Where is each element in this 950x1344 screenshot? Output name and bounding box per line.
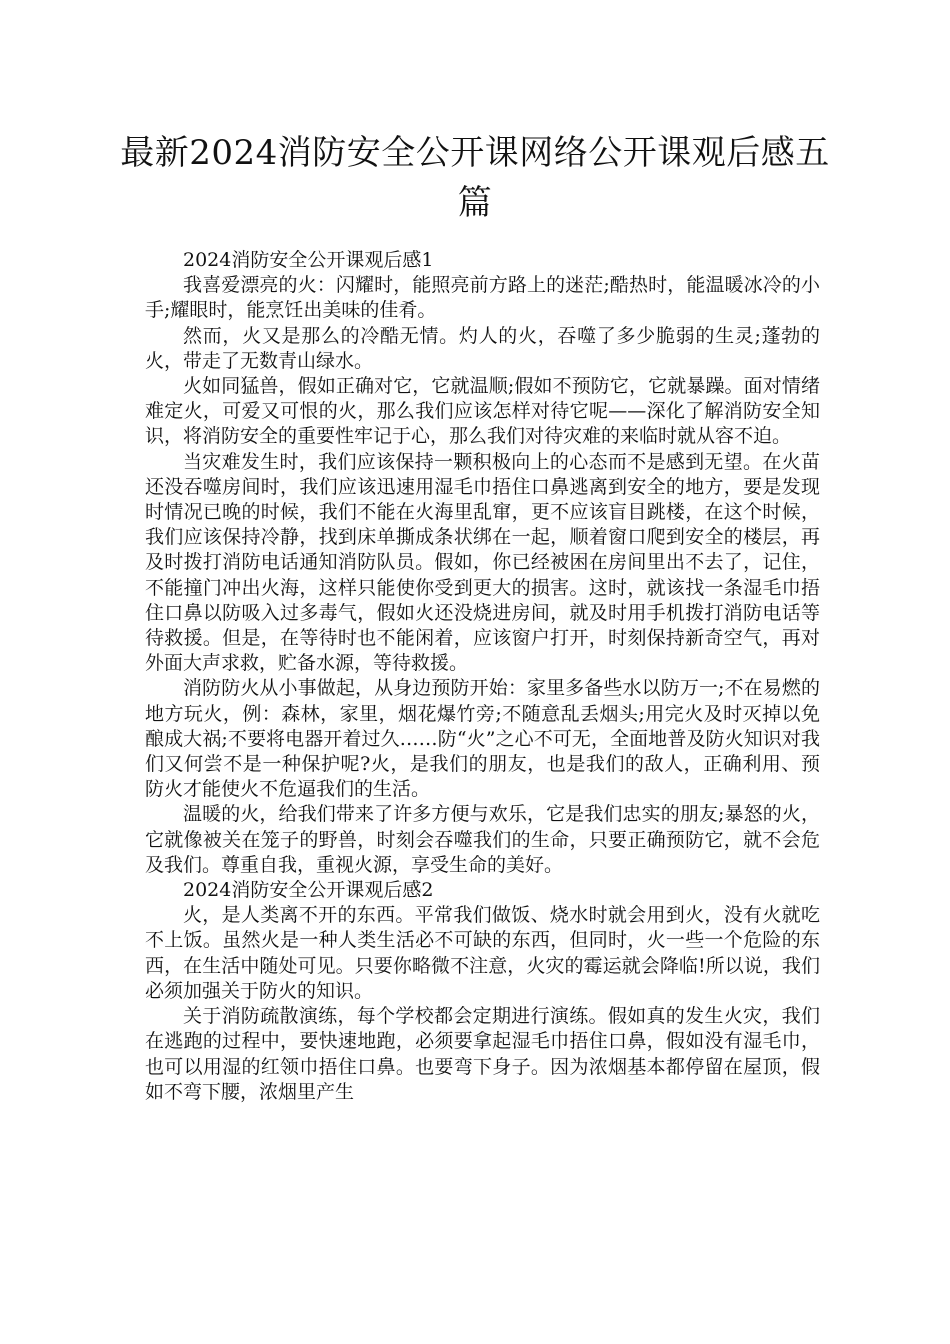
section-heading: 2024消防安全公开课观后感2 bbox=[183, 879, 434, 902]
paragraph: 消防防火从小事做起，从身边预防开始：家里多备些水以防万一;不在易燃的地方玩火，例：森林，家里，烟花爆竹旁;不随意乱丢烟头;用完火及时灭掉以免酿成大祸;不要将电器开着过久……防“火”之心不可无，全面地普及防火知识对我们又何尝不是一种保护呢?火，是我们的朋友，也是我们的敌人，正确利用、预防火才能使火不危逼我们的生活。 bbox=[145, 677, 820, 801]
section-2 bbox=[145, 878, 820, 1105]
document-body bbox=[145, 248, 820, 1105]
section-1 bbox=[145, 248, 820, 878]
paragraph: 我喜爱漂亮的火：闪耀时，能照亮前方路上的迷茫;酷热时，能温暖冰冷的小手;耀眼时，能烹饪出美味的佳肴。 bbox=[145, 274, 820, 322]
paragraph: 火，是人类离不开的东西。平常我们做饭、烧水时就会用到火，没有火就吃不上饭。虽然火是一种人类生活必不可缺的东西，但同时，火一些一个危险的东西，在生活中随处可见。只要你略微不注意，火灾的霉运就会降临!所以说，我们必须加强关于防火的知识。 bbox=[145, 904, 820, 1002]
paragraph: 关于消防疏散演练，每个学校都会定期进行演练。假如真的发生火灾，我们在逃跑的过程中，要快速地跑，必须要拿起湿毛巾捂住口鼻，假如没有湿毛巾，也可以用湿的红领巾捂住口鼻。也要弯下身子。因为浓烟基本都停留在屋顶，假如不弯下腰，浓烟里产生 bbox=[145, 1005, 820, 1103]
section-heading: 2024消防安全公开课观后感1 bbox=[183, 249, 434, 271]
document-title: 最新2024消防安全公开课网络公开课观后感五篇 bbox=[120, 133, 830, 223]
paragraph: 温暖的火，给我们带来了许多方便与欢乐，它是我们忠实的朋友;暴怒的火，它就像被关在笼子的野兽，时刻会吞噬我们的生命，只要正确预防它，就不会危及我们。尊重自我，重视火源，享受生命的美好。 bbox=[145, 803, 820, 876]
paragraph: 当灾难发生时，我们应该保持一颗积极向上的心态而不是感到无望。在火苗还没吞噬房间时，我们应该迅速用湿毛巾捂住口鼻逃离到安全的地方，要是发现时情况已晚的时候，我们不能在火海里乱窜，更不应该盲目跳楼，在这个时候，我们应该保持冷静，找到床单撕成条状绑在一起，顺着窗口爬到安全的楼层，再及时拨打消防电话通知消防队员。假如，你已经被困在房间里出不去了，记住，不能撞门冲出火海，这样只能使你受到更大的损害。这时，就该找一条湿毛巾捂住口鼻以防吸入过多毒气，假如火还没烧进房间，就及时用手机拨打消防电话等待救援。但是，在等待时也不能闲着，应该窗户打开，时刻保持新奇空气，再对外面大声求救，贮备水源，等待救援。 bbox=[145, 450, 820, 675]
paragraph: 然而，火又是那么的冷酷无情。灼人的火，吞噬了多少脆弱的生灵;蓬勃的火，带走了无数青山绿水。 bbox=[145, 324, 820, 372]
paragraph: 火如同猛兽，假如正确对它，它就温顺;假如不预防它，它就暴躁。面对情绪难定火，可爱又可恨的火，那么我们应该怎样对待它呢——深化了解消防安全知识，将消防安全的重要性牢记于心，那么我们对待灾难的来临时就从容不迫。 bbox=[145, 375, 820, 448]
